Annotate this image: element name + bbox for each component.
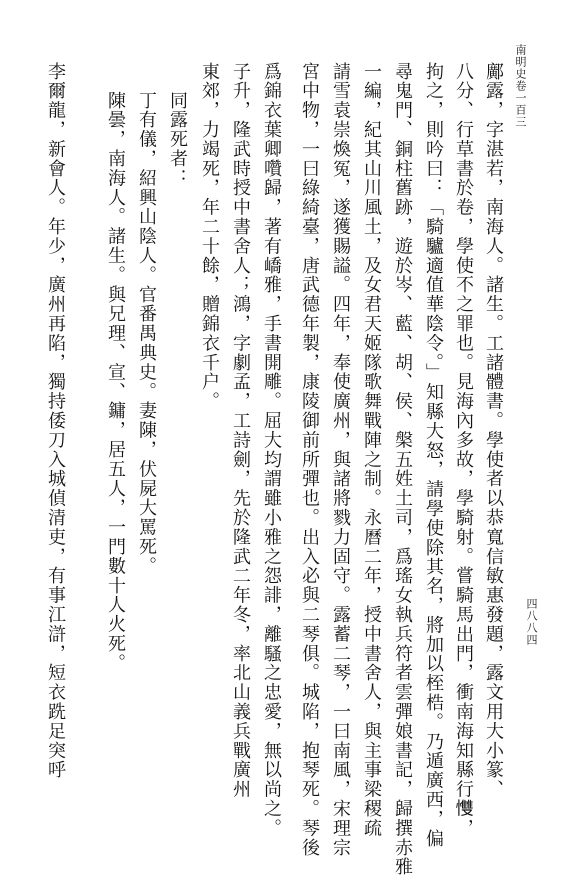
text-column: 請雪袁崇煥冤，遂獲賜謚。四年，奉使廣州，與諸將戮力固守。露蓄二琴，一曰南風，宋理宗 — [330, 62, 351, 858]
text-column: 一編，紀其山川風土，及女君天姬隊歌舞戰陣之制。永曆二年，授中書舍人，與主事梁稷疏 — [361, 62, 382, 838]
text-column: 爲錦衣葉卿囋歸，著有嶠雅，手書開雕。屈大均謂雖小雅之怨誹，離騷之忠愛，無以尚之。 — [261, 62, 282, 838]
text-column: 拘之，則吟曰：「騎驢適值華陰令。」知縣大怒，請學使除其名，將加以桎梏。乃遁廣西，偏 — [423, 62, 444, 849]
text-column: 宮中物，一曰綠綺臺，唐武德年製，康陵御前所彈也。出入必與二琴俱。城陷，抱琴死。琴後 — [299, 62, 320, 858]
text-column: 尋鬼門、銅柱舊跡，遊於岑、藍、胡、侯、槃五姓土司，爲瑤女執兵符者雲彈娘書記，歸撰赤雅 — [392, 62, 413, 877]
running-header: 南明史卷一百三 — [514, 44, 527, 128]
text-column: 丁有儀，紹興山陰人。官番禺典史。妻陳，伏屍大罵死。 — [136, 91, 157, 576]
text-column: 八分、行草書於卷，學使不之罪也。見海內多故，學騎射。嘗騎馬出門，衝南海知縣行𢥠， — [453, 62, 474, 838]
text-column: 鄺露，字湛若，南海人。諸生。工諸體書。學使者以恭寬信敏惠發題，露文用大小篆、 — [483, 62, 504, 800]
text-column: 陳曇，南海人。諸生。與兄理、宣、鏞，居五人，一門數十人火死。 — [105, 91, 126, 673]
text-column: 子升，隆武時授中書舍人；鴻，字劇孟，工詩劍，先於隆武二年冬，率北山義兵戰廣州 — [230, 62, 251, 800]
text-column: 東郊，力竭死，年二十餘，贈錦衣千户。 — [199, 62, 220, 412]
text-column: 同露死者： — [167, 91, 188, 188]
text-column: 李爾龍，新會人。年少，廣州再陷，獨持倭刀入城偵清吏，有事江滸，短衣跣足突呼 — [45, 62, 66, 780]
page-number: 四八八四 — [525, 598, 538, 646]
